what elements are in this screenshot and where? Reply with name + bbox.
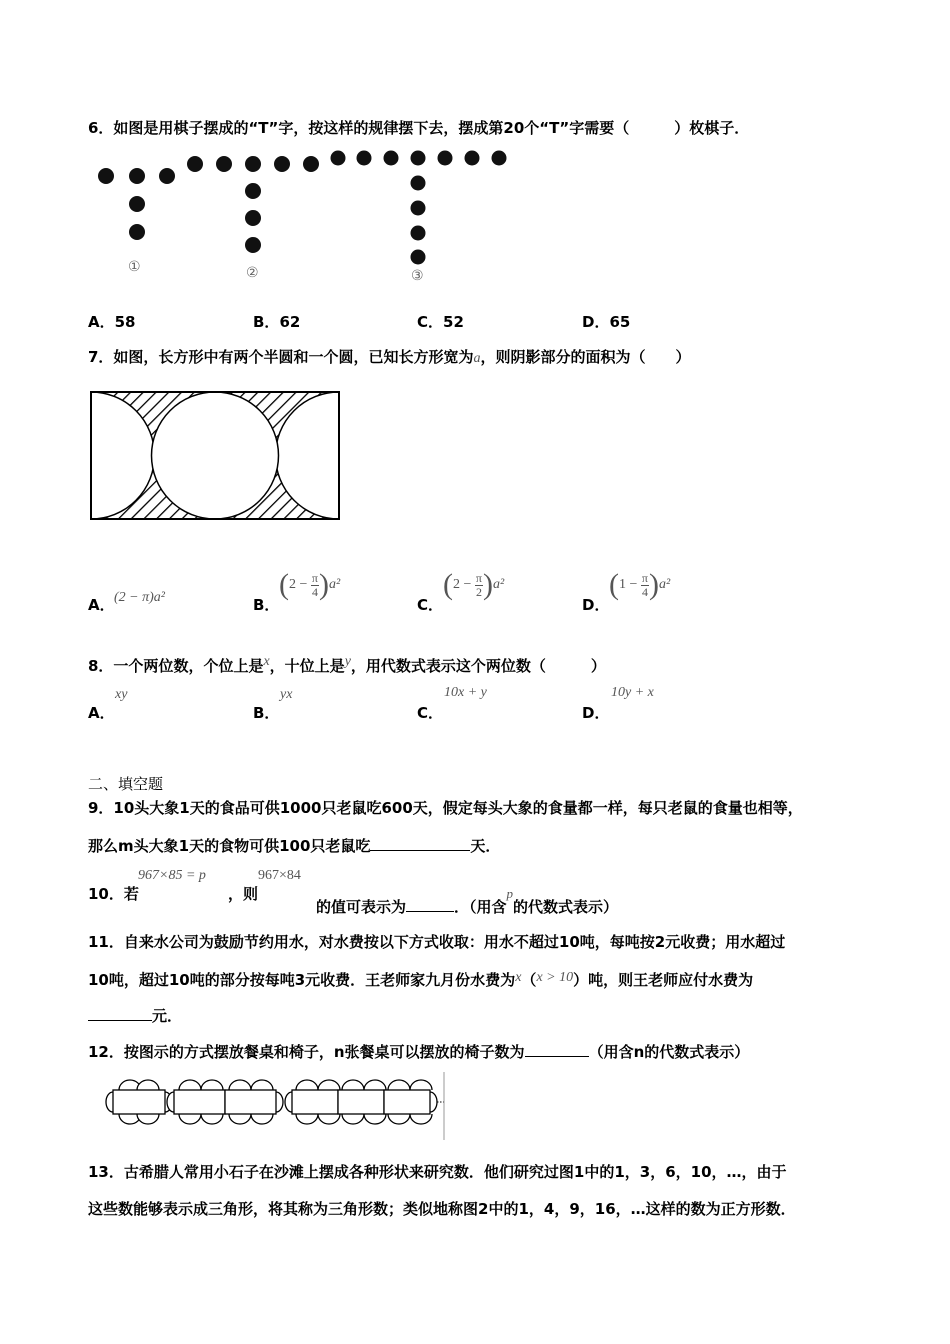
q10-mid: ，则 [228, 885, 259, 903]
q13-line-2: 这些数能够表示成三角形，将其称为三角形数；类似地称图2中的1，4，9，16，…这样的数为正方形数． [88, 1200, 796, 1218]
q7-option-a-letter: A． [88, 596, 115, 614]
q8-option-b-letter: B． [253, 704, 280, 722]
q7-text: 7．如图，长方形中有两个半圆和一个圆，已知长方形宽为a，则阴影部分的面积为（ ） [88, 348, 691, 366]
q9-line-1: 9．10头大象1天的食品可供1000只老鼠吃600天，假定每头大象的食量都一样，每只老鼠的食量也相等， [88, 799, 803, 817]
q12-text: 12．按图示的方式摆放餐桌和椅子，n张餐桌可以摆放的椅子数为 （用含n的代数式表示） [88, 1043, 750, 1061]
q6-text: 6．如图是用棋子摆成的“T”字，按这样的规律摆下去，摆成第20个“T”字需要（ ）枚棋子． [88, 119, 750, 137]
figure-label-1: ① [128, 259, 141, 275]
q6-option-d: D．65 [582, 313, 631, 331]
q10-prefix: 10．若 [88, 885, 139, 903]
q7-option-d-letter: D． [582, 596, 610, 614]
q7-option-c-letter: C． [417, 596, 444, 614]
q8-option-c-expr: 10x + y [444, 685, 487, 700]
q8-option-a-expr: xy [115, 687, 128, 702]
q10-expr-2: 967×84 [258, 868, 301, 883]
q8-option-c-letter: C． [417, 704, 444, 722]
figure-label-2: ② [246, 265, 259, 281]
q13-line-1: 13．古希腊人常用小石子在沙滩上摆成各种形状来研究数．他们研究过图1中的1，3，6，10，…，由于 [88, 1163, 787, 1181]
q7-option-c-expr: (2 − $\frac{\pi}{2}$ )a² [443, 568, 505, 601]
q8-text: 8．一个两位数，个位上是x，十位上是y，用代数式表示这个两位数（ ） [88, 654, 606, 675]
q10-expr-1: 967×85 = p [138, 868, 206, 883]
q7-option-a-expr: (2 − π)a² [114, 590, 165, 605]
q6-option-b: B．62 [253, 313, 301, 331]
q7-option-b-expr: (2 − $\frac{\pi}{4}$ )a² [279, 568, 341, 601]
q6-option-c: C．52 [417, 313, 464, 331]
q8-option-d-expr: 10y + x [611, 685, 654, 700]
q6-option-a: A．58 [88, 313, 136, 331]
figure-label-3: ③ [411, 268, 424, 284]
q11-line-1: 11．自来水公司为鼓励节约用水，对水费按以下方式收取：用水不超过10吨，每吨按2元收费；用水超过 [88, 933, 786, 951]
q8-option-a-letter: A． [88, 704, 115, 722]
q10-rest: 的值可表示为 ．（用含p的代数式表示） [316, 886, 619, 916]
section-title: 二、填空题 [88, 775, 164, 793]
q7-option-d-expr: (1 − $\frac{\pi}{4}$ )a² [609, 568, 671, 601]
q7-option-b-letter: B． [253, 596, 280, 614]
q9-line-2: 那么m头大象1天的食物可供100只老鼠吃 天． [88, 837, 501, 855]
q8-option-b-expr: yx [280, 687, 293, 702]
q11-line-3: 元． [88, 1006, 182, 1026]
q8-option-d-letter: D． [582, 704, 610, 722]
q11-line-2: 10吨，超过10吨的部分按每吨3元收费．王老师家九月份水费为x（x > 10）吨，则王老师应付水费为 [88, 970, 754, 989]
